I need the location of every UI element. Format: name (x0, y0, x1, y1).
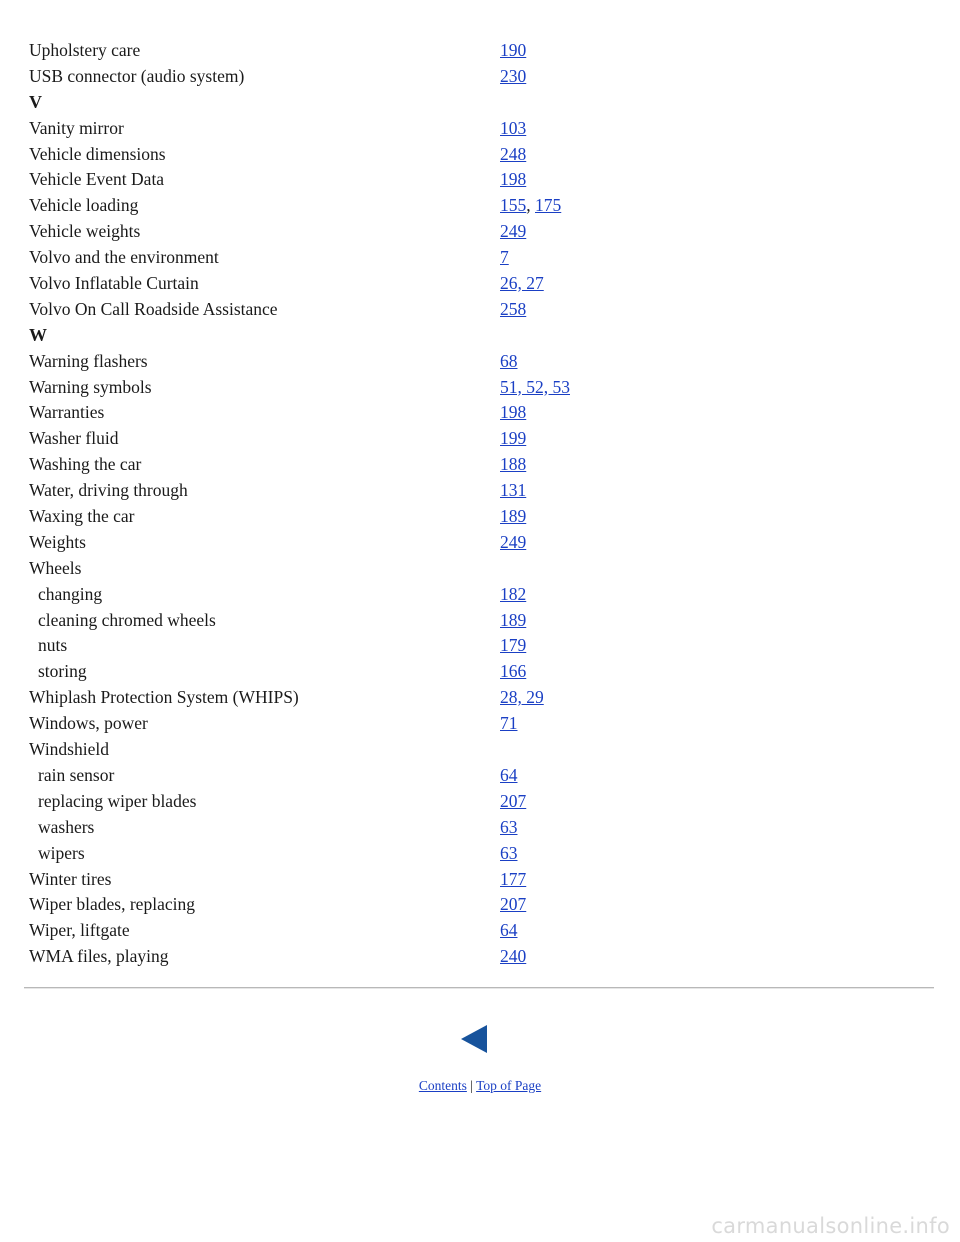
index-term: Upholstery care (29, 40, 141, 60)
index-term: storing (38, 661, 87, 682)
page-refs (500, 841, 518, 867)
index-entry (29, 685, 729, 711)
index-term: Whiplash Protection System (WHIPS) (29, 687, 299, 708)
page-link[interactable]: 207 (500, 894, 527, 915)
index-entry (29, 219, 729, 245)
index-term: Vehicle Event Data (29, 169, 165, 190)
letter-label: W (29, 324, 47, 345)
index-entry (29, 737, 729, 763)
page-link[interactable]: 64 (500, 764, 518, 785)
page-link[interactable]: 188 (500, 454, 527, 475)
page-refs (500, 867, 526, 893)
index-term: washers (38, 816, 95, 837)
page-link[interactable]: 248 (500, 143, 527, 164)
watermark-text: carmanualsonline.info (711, 1214, 950, 1238)
index-term: Volvo On Call Roadside Assistance (29, 298, 278, 319)
index-term: Vehicle loading (29, 195, 139, 216)
index-term: Washing the car (29, 454, 142, 475)
index-entry (29, 892, 729, 918)
page-refs (500, 685, 544, 711)
index-entry (29, 426, 729, 452)
page-refs (500, 375, 570, 401)
index-term: Water, driving through (29, 480, 188, 501)
index-entry (29, 711, 729, 737)
index-term: Waxing the car (29, 506, 135, 527)
index-term: Volvo Inflatable Curtain (29, 273, 199, 294)
page-link[interactable]: 63 (500, 816, 518, 837)
index-term: USB connector (audio system) (29, 65, 245, 86)
index-term: Wiper blades, replacing (29, 894, 195, 915)
index-entry (29, 530, 729, 556)
page-refs (500, 142, 526, 168)
index-subentry (29, 659, 729, 685)
index-subentry (29, 789, 729, 815)
page-refs (500, 38, 526, 64)
page-refs (500, 245, 509, 271)
page-link[interactable]: 175 (535, 195, 562, 216)
page-link[interactable]: 177 (500, 868, 527, 889)
index-entry (29, 375, 729, 401)
page-refs (500, 763, 518, 789)
index-entry (29, 142, 729, 168)
index-term: wipers (38, 842, 85, 863)
index-subentry (29, 582, 729, 608)
page-refs (500, 918, 518, 944)
index-term: Wheels (29, 557, 82, 578)
page-link[interactable]: 199 (500, 428, 527, 449)
page-refs (500, 478, 526, 504)
page-link[interactable]: 182 (500, 583, 527, 604)
index-entry (29, 478, 729, 504)
index-entry (29, 245, 729, 271)
index-entry (29, 349, 729, 375)
index-term: Vanity mirror (29, 117, 124, 138)
index-entry (29, 271, 729, 297)
page-separator: , (526, 195, 535, 216)
index-term: Warranties (29, 402, 105, 423)
index-entry (29, 297, 729, 323)
page-refs (500, 504, 526, 530)
index-subentry (29, 608, 729, 634)
index-entry (29, 64, 729, 90)
page-link[interactable]: 190 (500, 40, 527, 60)
index-term: Wiper, liftgate (29, 920, 130, 941)
page-link[interactable]: 230 (500, 65, 527, 86)
index-entry (29, 452, 729, 478)
page-refs (500, 400, 526, 426)
page-refs (500, 892, 526, 918)
letter-label: V (29, 91, 42, 112)
index-entry (29, 556, 729, 582)
page-link[interactable]: 155 (500, 195, 527, 216)
footer-divider: | (470, 1078, 473, 1093)
page-link[interactable]: 166 (500, 661, 527, 682)
page-link[interactable]: 64 (500, 920, 518, 941)
page-refs (500, 297, 526, 323)
page-link[interactable]: 63 (500, 842, 518, 863)
index-entry (29, 504, 729, 530)
index-entry (29, 38, 729, 64)
page-link[interactable]: 51, 52, 53 (500, 376, 570, 397)
index-term: cleaning chromed wheels (38, 609, 216, 630)
page-refs (500, 167, 526, 193)
page-refs (500, 193, 561, 219)
index-entry (29, 944, 729, 970)
page-link[interactable]: 26, 27 (500, 273, 544, 294)
index-entry (29, 193, 729, 219)
index-entry (29, 116, 729, 142)
page-link[interactable]: 28, 29 (500, 687, 544, 708)
page-refs (500, 582, 526, 608)
page-refs (500, 349, 518, 375)
page-refs (500, 426, 526, 452)
page-refs (500, 711, 518, 737)
index-term: changing (38, 583, 103, 604)
index-term: nuts (38, 635, 68, 656)
page-refs (500, 633, 526, 659)
index-term: WMA files, playing (29, 946, 169, 967)
back-arrow-icon[interactable] (460, 1024, 488, 1054)
page-refs (500, 659, 526, 685)
index-term: Washer fluid (29, 428, 119, 449)
index-subentry (29, 763, 729, 789)
index-letter-heading (29, 90, 729, 116)
page-link[interactable]: 7 (500, 247, 509, 268)
index-term: Warning flashers (29, 350, 148, 371)
index-term: Windows, power (29, 713, 148, 734)
index-term: Winter tires (29, 868, 112, 889)
horizontal-divider (24, 987, 934, 989)
index-term: Volvo and the environment (29, 247, 219, 268)
index-list (29, 38, 729, 970)
page-refs (500, 608, 526, 634)
page-link[interactable]: 179 (500, 635, 527, 656)
index-subentry (29, 815, 729, 841)
page-link[interactable]: 249 (500, 531, 527, 552)
page-refs (500, 944, 526, 970)
page-refs (500, 271, 544, 297)
index-subentry (29, 633, 729, 659)
page-refs (500, 815, 518, 841)
index-term: Windshield (29, 739, 109, 760)
page-link[interactable]: 249 (500, 221, 527, 242)
page-link[interactable]: 258 (500, 298, 527, 319)
index-term: Warning symbols (29, 376, 152, 397)
index-term: Weights (29, 531, 86, 552)
contents-link[interactable]: Contents (418, 1078, 467, 1093)
page-link[interactable]: 240 (500, 946, 527, 967)
index-entry (29, 400, 729, 426)
page-refs (500, 219, 526, 245)
page-link[interactable]: 68 (500, 350, 518, 371)
page-refs (500, 530, 526, 556)
page-link[interactable]: 103 (500, 117, 527, 138)
index-term: rain sensor (38, 764, 115, 785)
index-term: Vehicle weights (29, 221, 141, 242)
page-link[interactable]: 71 (500, 713, 518, 734)
page-link[interactable]: 198 (500, 402, 527, 423)
index-entry (29, 167, 729, 193)
index-letter-heading (29, 323, 729, 349)
page-link[interactable]: 189 (500, 609, 527, 630)
index-entry (29, 867, 729, 893)
index-entry (29, 918, 729, 944)
footer-nav (0, 1078, 960, 1094)
page-link[interactable]: 207 (500, 790, 527, 811)
page-refs (500, 789, 526, 815)
page-refs (500, 116, 526, 142)
page-link[interactable]: 189 (500, 506, 527, 527)
index-term: Vehicle dimensions (29, 143, 166, 164)
top-of-page-link[interactable]: Top of Page (476, 1078, 542, 1093)
index-subentry (29, 841, 729, 867)
index-term: replacing wiper blades (38, 790, 197, 811)
page-refs (500, 452, 526, 478)
page-link[interactable]: 131 (500, 480, 527, 501)
page-link[interactable]: 198 (500, 169, 527, 190)
page-refs (500, 64, 526, 90)
